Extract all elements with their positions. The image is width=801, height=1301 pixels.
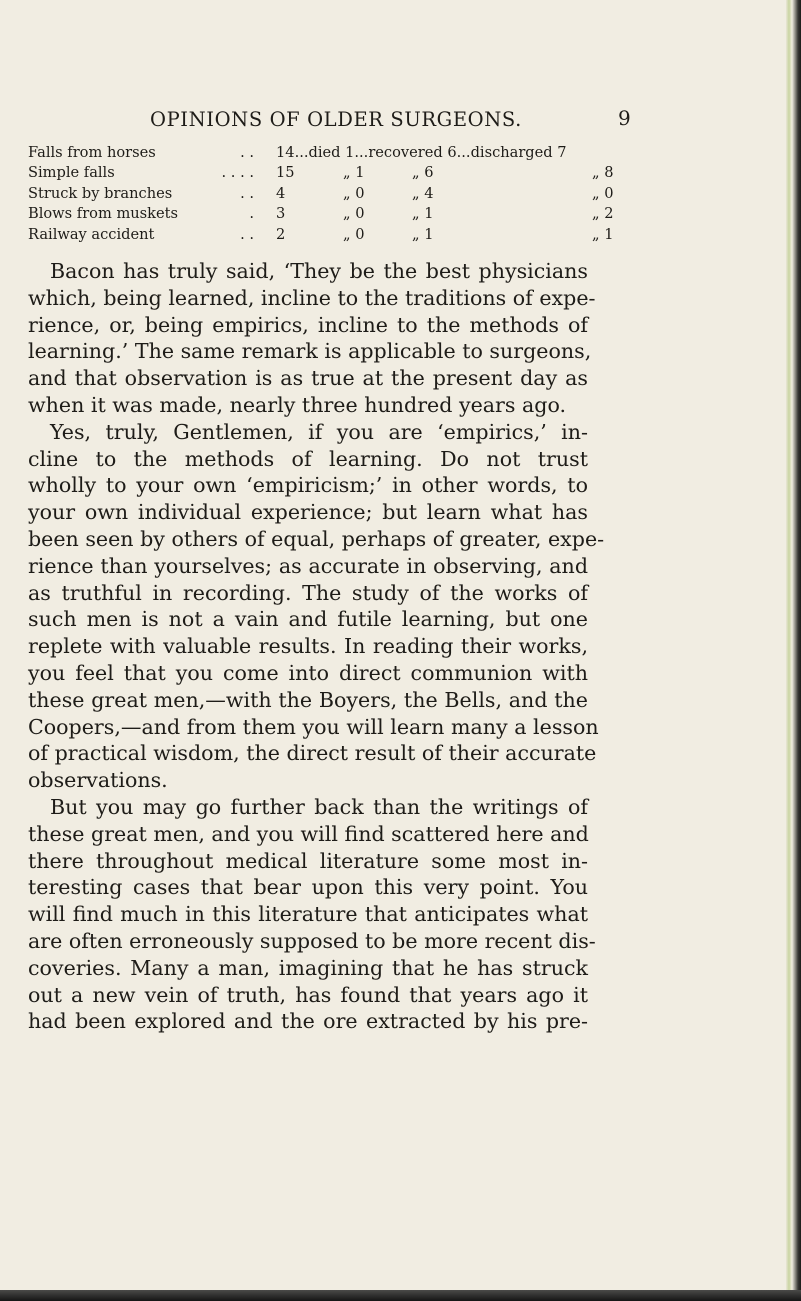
- leader-dots: . .: [240, 144, 254, 161]
- page-edge: [0, 1290, 801, 1301]
- text-line: Coopers,—and from them you will learn many a lesson: [28, 714, 599, 739]
- text-line: which, being learned, incline to the traditions of expe-: [28, 285, 596, 310]
- text-line: had been explored and the ore extracted by his pre-: [28, 1009, 588, 1034]
- text-line: Bacon has truly said, ‘They be the best physicians: [50, 259, 588, 283]
- recovered-cell: „ 6: [412, 164, 434, 182]
- text-line: of practical wisdom, the direct result of their accurate: [28, 741, 597, 766]
- died-cell: „ 0: [343, 205, 365, 223]
- text-line: rience, or, being empirics, incline to the methods of: [28, 312, 588, 337]
- text-line: as truthful in recording. The study of the works of: [28, 580, 588, 605]
- text-line: coveries. Many a man, imagining that he has struck: [28, 955, 588, 980]
- table-row: [28, 184, 618, 204]
- text-line: But you may go further back than the writings of: [50, 794, 588, 819]
- row-label: Falls from horses: [28, 144, 156, 161]
- row-label: Railway accident: [28, 225, 155, 243]
- text-line: cline to the methods of learning. Do not trust: [28, 446, 588, 471]
- page-number: 9: [618, 106, 631, 130]
- text-line: these great men,—with the Boyers, the Bells, and the: [28, 687, 588, 712]
- text-line: learning.’ The same remark is applicable to surgeons,: [28, 339, 592, 364]
- table-row: [28, 204, 618, 224]
- leader-dots: .: [249, 205, 254, 223]
- text-line: been seen by others of equal, perhaps of greater, expe-: [28, 526, 605, 551]
- text-line: are often erroneously supposed to be more recent dis-: [28, 928, 596, 953]
- discharged-cell: „ 0: [592, 184, 614, 202]
- text-line: when it was made, nearly three hundred years ago.: [28, 392, 567, 417]
- recovered-cell: „ 1: [412, 205, 434, 223]
- text-line: your own individual experience; but learn what has: [28, 500, 588, 525]
- text-line: replete with valuable results. In reading their works,: [28, 634, 588, 659]
- total-cell: 3: [276, 205, 286, 223]
- died-cell: „ 0: [343, 184, 365, 202]
- recovered-cell: „ 1: [412, 225, 434, 243]
- text-line: there throughout medical literature some most in-: [28, 848, 588, 873]
- text-line: out a new vein of truth, has found that years ago it: [28, 982, 588, 1007]
- discharged-cell: „ 1: [592, 225, 614, 243]
- text-line: you feel that you come into direct communion with: [28, 660, 588, 685]
- row-label: Blows from muskets: [28, 205, 178, 223]
- text-line: rience than yourselves; as accurate in observing, and: [28, 553, 588, 578]
- total-cell: 2: [276, 225, 286, 243]
- leader-dots: . .: [240, 225, 254, 243]
- text-line: observations.: [28, 768, 168, 793]
- page-edge: [786, 0, 801, 1301]
- injury-statistics-table: [28, 143, 618, 245]
- row-label: Simple falls: [28, 164, 115, 182]
- table-row: [28, 143, 618, 163]
- table-row: [28, 225, 618, 245]
- text-line: will find much in this literature that anticipates what: [28, 902, 588, 927]
- died-cell: „ 1: [343, 164, 365, 182]
- text-line: and that observation is as true at the present day as: [28, 366, 588, 391]
- row-summary: 14...died 1...recovered 6...discharged 7: [276, 144, 567, 161]
- row-label: Struck by branches: [28, 184, 173, 202]
- total-cell: 15: [276, 164, 295, 182]
- text-line: these great men, and you will find scattered here and: [28, 821, 589, 846]
- recovered-cell: „ 4: [412, 184, 434, 202]
- text-line: wholly to your own ‘empiricism;’ in other words, to: [28, 473, 588, 498]
- text-line: such men is not a vain and futile learning, but one: [28, 607, 588, 632]
- total-cell: 4: [276, 184, 286, 202]
- leader-dots: . . . .: [221, 164, 254, 182]
- table-row: [28, 163, 618, 183]
- discharged-cell: „ 8: [592, 164, 614, 182]
- leader-dots: . .: [240, 184, 254, 202]
- text-line: teresting cases that bear upon this very point. You: [28, 875, 588, 900]
- died-cell: „ 0: [343, 225, 365, 243]
- text-line: Yes, truly, Gentlemen, if you are ‘empirics,’ in-: [50, 419, 588, 444]
- body-text: [28, 258, 605, 1035]
- discharged-cell: „ 2: [592, 205, 614, 223]
- running-title: OPINIONS OF OLDER SURGEONS.: [150, 108, 522, 131]
